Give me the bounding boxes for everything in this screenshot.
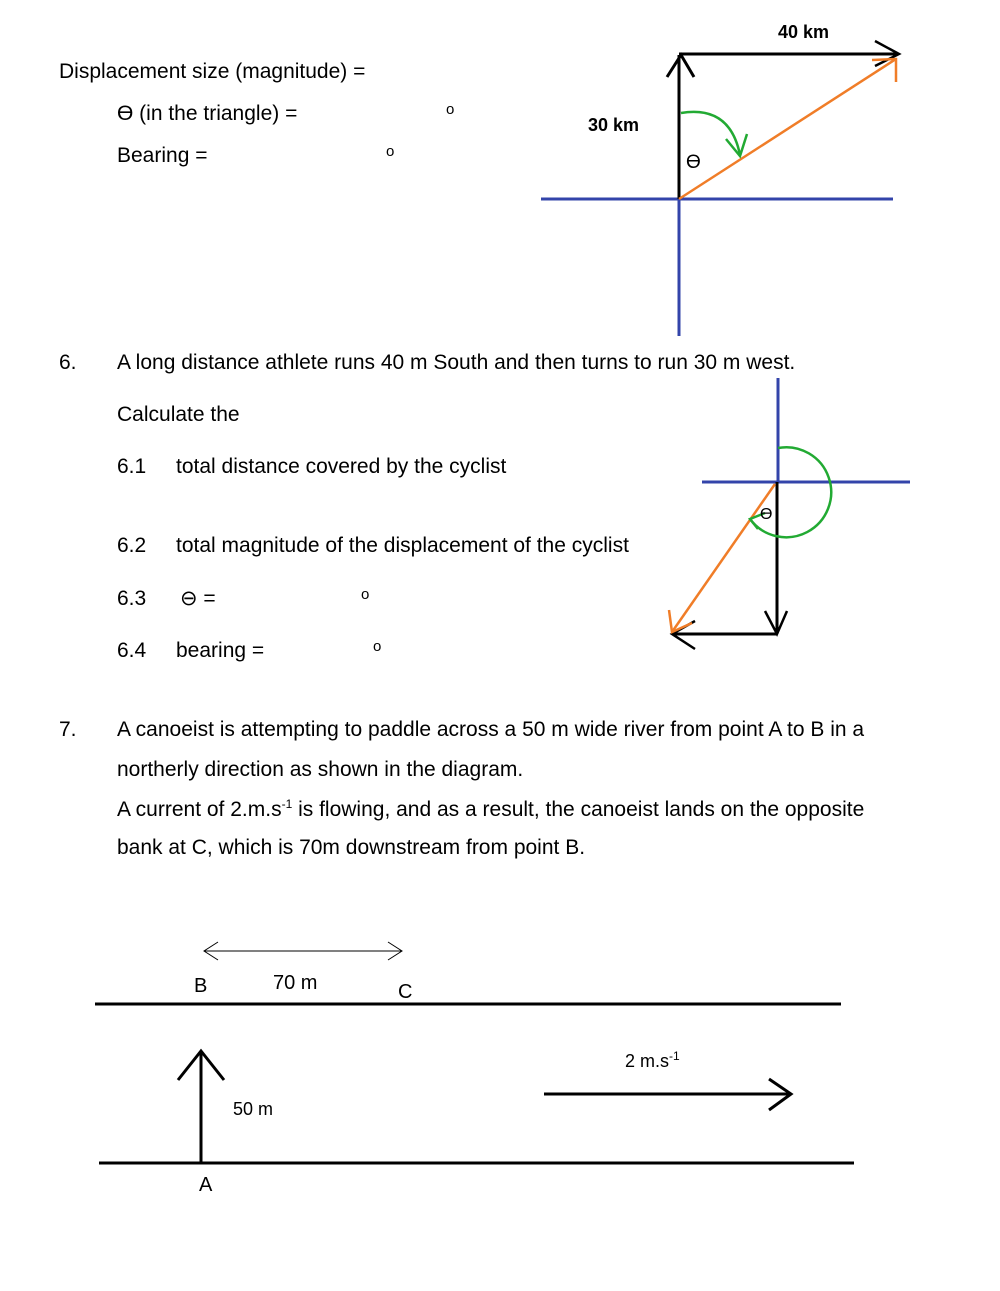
degree-symbol: o	[446, 101, 455, 118]
part-number: 6.4	[117, 639, 147, 662]
point-c-label: C	[398, 981, 413, 1003]
distance-bc-label: 70 m	[273, 972, 318, 994]
question-text-line: northerly direction as shown in the diagram.	[117, 758, 524, 781]
theta-label: ϴ (in the triangle) =	[117, 102, 298, 125]
question-number: 6.	[59, 351, 77, 374]
east-vector-label: 40 km	[778, 22, 830, 42]
part-number: 6.1	[117, 455, 147, 478]
degree-symbol: o	[386, 143, 395, 160]
question-text-line: A current of $2.m.s^{-1}$ is flowing, and as a result, the canoeist lands on the opposite	[117, 797, 865, 821]
question-text-line: A canoeist is attempting to paddle across a 50 m wide river from point A to B in a	[117, 718, 865, 741]
part-text: ⊖ =	[180, 587, 216, 610]
current-speed-label: 2 $m.s^{-1}$	[625, 1049, 680, 1071]
point-b-label: B	[194, 975, 208, 997]
bearing-label: Bearing =	[117, 144, 208, 167]
degree-symbol: o	[373, 638, 382, 655]
part-number: 6.2	[117, 534, 147, 557]
question-text-line: bank at C, which is 70m downstream from point B.	[117, 836, 586, 859]
river-width-label: 50 m	[233, 1099, 274, 1119]
degree-symbol: o	[361, 586, 370, 603]
part-text: total magnitude of the displacement of the cyclist	[176, 534, 629, 557]
part-text: bearing =	[176, 639, 265, 662]
question-text: A long distance athlete runs 40 m South and then turns to run 30 m west.	[117, 351, 796, 374]
calculate-label: Calculate the	[117, 403, 240, 426]
north-vector-label: 30 km	[588, 115, 640, 135]
part-number: 6.3	[117, 587, 147, 610]
theta-symbol: ϴ	[686, 152, 701, 173]
displacement-label: Displacement size (magnitude) =	[59, 60, 366, 83]
question-number: 7.	[59, 718, 77, 741]
point-a-label: A	[199, 1174, 213, 1196]
part-text: total distance covered by the cyclist	[176, 455, 507, 478]
theta-symbol: ϴ	[760, 506, 773, 523]
